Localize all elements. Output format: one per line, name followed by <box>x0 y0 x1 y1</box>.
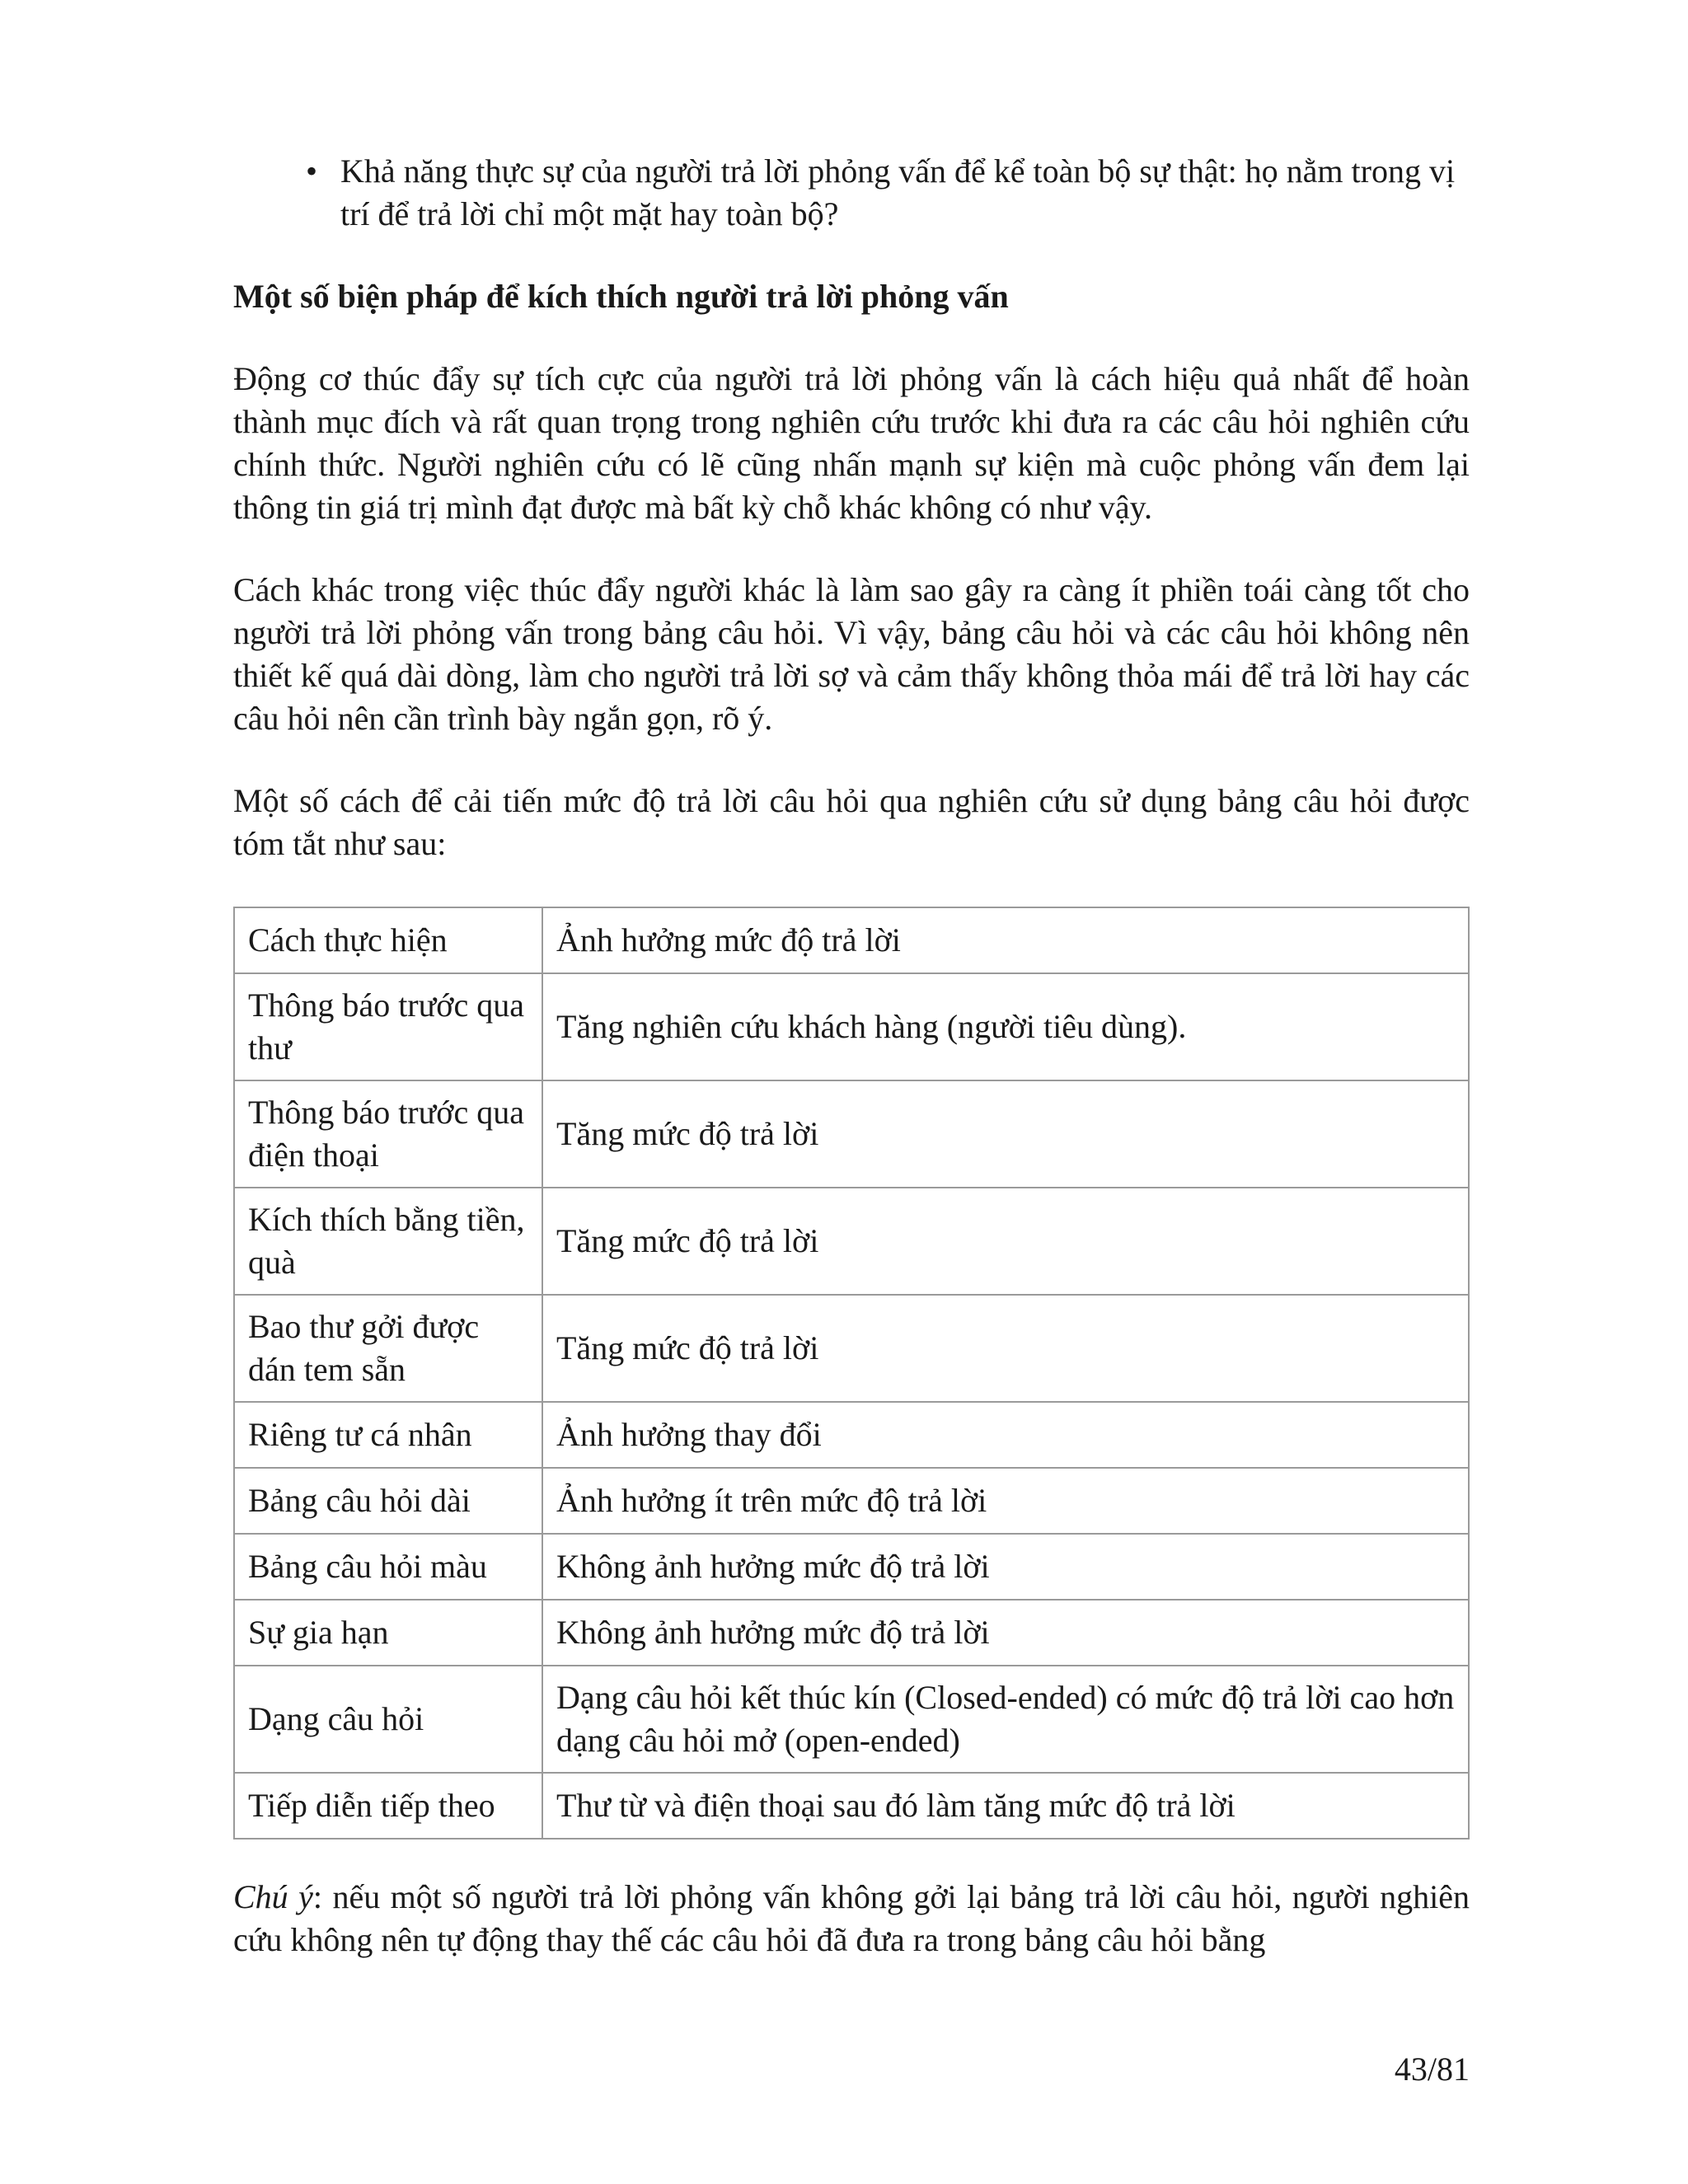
table-cell-effect: Không ảnh hưởng mức độ trả lời <box>542 1534 1469 1600</box>
table-cell-effect: Tăng nghiên cứu khách hàng (người tiêu dùng). <box>542 973 1469 1080</box>
note-label: Chú ý <box>233 1878 313 1915</box>
table-cell-method: Thông báo trước qua điện thoại <box>234 1080 542 1188</box>
table-cell-effect: Tăng mức độ trả lời <box>542 1188 1469 1295</box>
table-cell-method: Dạng câu hỏi <box>234 1666 542 1773</box>
table-cell-method: Sự gia hạn <box>234 1600 542 1666</box>
table-header-effect: Ảnh hưởng mức độ trả lời <box>542 907 1469 973</box>
bullet-list-item <box>233 150 1470 236</box>
table-row <box>234 1666 1469 1773</box>
paragraph-reduce-burden: Cách khác trong việc thúc đẩy người khác là làm sao gây ra càng ít phiền toái càng tốt cho người trả lời phỏng vấn trong bảng câu hỏi. Vì vậy, bảng câu hỏi và các câu hỏi không nên thiết kế quá dài dòng, làm cho người trả lời sợ và cảm thấy không thỏa mái để trả lời hay các câu hỏi nên cần trình bày ngắn gọn, rõ ý. <box>233 571 1470 737</box>
table-header-method: Cách thực hiện <box>234 907 542 973</box>
table-cell-effect: Thư từ và điện thoại sau đó làm tăng mức độ trả lời <box>542 1773 1469 1839</box>
bullet-text: Khả năng thực sự của người trả lời phỏng vấn để kể toàn bộ sự thật: họ nằm trong vị trí để trả lời chỉ một mặt hay toàn bộ? <box>340 152 1456 232</box>
table-cell-method: Thông báo trước qua thư <box>234 973 542 1080</box>
response-rate-table <box>233 907 1470 1840</box>
table-row <box>234 1295 1469 1402</box>
page-number: 43/81 <box>1394 2050 1470 2088</box>
paragraph-improvement-intro: Một số cách để cải tiến mức độ trả lời câu hỏi qua nghiên cứu sử dụng bảng câu hỏi được tóm tắt như sau: <box>233 782 1470 862</box>
table-cell-effect: Dạng câu hỏi kết thúc kín (Closed-ended) có mức độ trả lời cao hơn dạng câu hỏi mở (open-ended) <box>542 1666 1469 1773</box>
table-cell-effect: Ảnh hưởng ít trên mức độ trả lời <box>542 1468 1469 1534</box>
table-row <box>234 1534 1469 1600</box>
section-heading: Một số biện pháp để kích thích người trả lời phỏng vấn <box>233 278 1009 315</box>
paragraph-motivation: Động cơ thúc đẩy sự tích cực của người trả lời phỏng vấn là cách hiệu quả nhất để hoàn thành mục đích và rất quan trọng trong nghiên cứu trước khi đưa ra các câu hỏi nghiên cứu chính thức. Người nghiên cứu có lẽ cũng nhấn mạnh sự kiện mà cuộc phỏng vấn đem lại thông tin giá trị mình đạt được mà bất kỳ chỗ khác không có như vậy. <box>233 360 1470 526</box>
table-cell-method: Bảng câu hỏi dài <box>234 1468 542 1534</box>
table-row <box>234 1773 1469 1839</box>
document-page <box>233 150 1470 1994</box>
table-cell-method: Bao thư gởi được dán tem sẵn <box>234 1295 542 1402</box>
table-cell-method: Riêng tư cá nhân <box>234 1402 542 1468</box>
bullet-icon: • <box>306 152 318 190</box>
note-text: : nếu một số người trả lời phỏng vấn không gởi lại bảng trả lời câu hỏi, người nghiên cứu không nên tự động thay thế các câu hỏi đã đưa ra trong bảng câu hỏi bằng <box>233 1878 1470 1958</box>
table-row <box>234 1080 1469 1188</box>
table-cell-effect: Tăng mức độ trả lời <box>542 1080 1469 1188</box>
table-cell-method: Tiếp diễn tiếp theo <box>234 1773 542 1839</box>
table-cell-effect: Ảnh hưởng thay đổi <box>542 1402 1469 1468</box>
table-row <box>234 1468 1469 1534</box>
table-row <box>234 1402 1469 1468</box>
table-row <box>234 1188 1469 1295</box>
table-cell-effect: Không ảnh hưởng mức độ trả lời <box>542 1600 1469 1666</box>
table-cell-effect: Tăng mức độ trả lời <box>542 1295 1469 1402</box>
table-cell-method: Bảng câu hỏi màu <box>234 1534 542 1600</box>
table-row <box>234 973 1469 1080</box>
table-header-row <box>234 907 1469 973</box>
table-cell-method: Kích thích bằng tiền, quà <box>234 1188 542 1295</box>
note-paragraph <box>233 1876 1470 1961</box>
table-row <box>234 1600 1469 1666</box>
